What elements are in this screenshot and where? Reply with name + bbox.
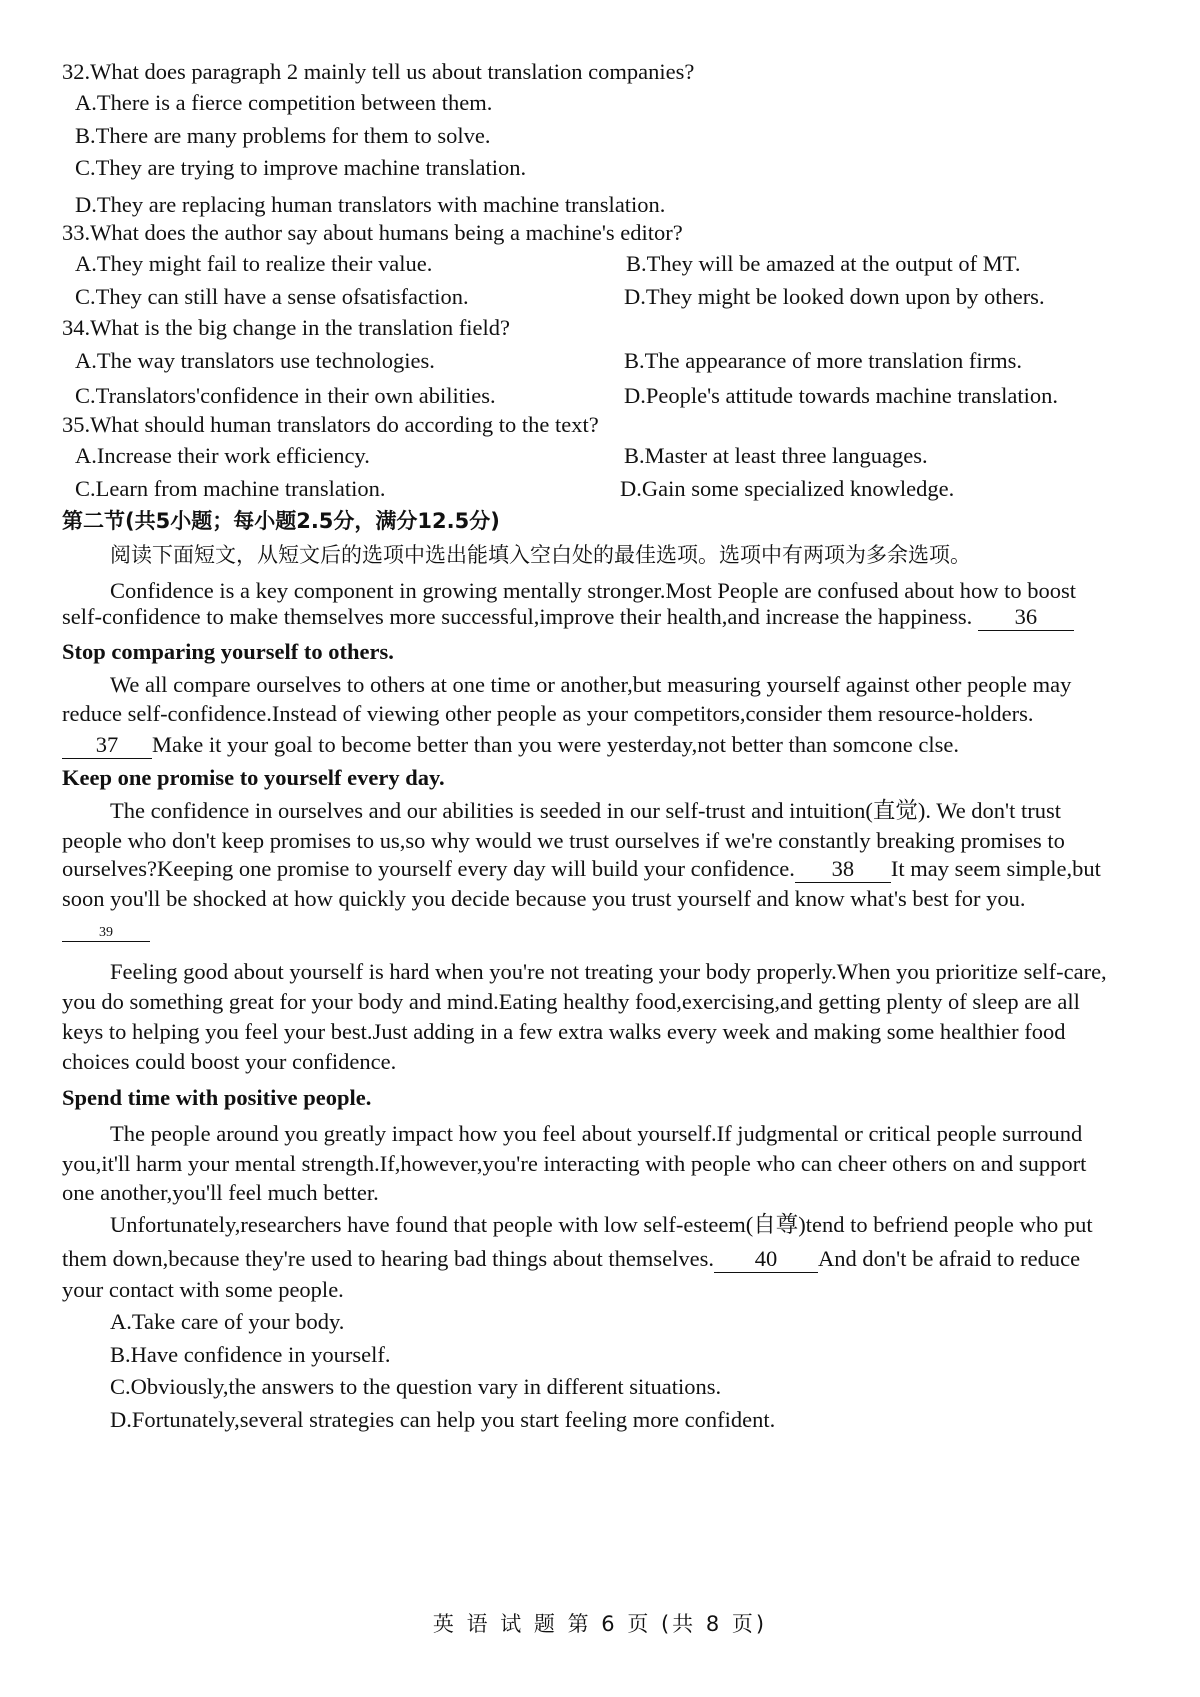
paragraph-5-line-2: you,it'll harm your mental strength.If,however,you're interacting with people who can cheer others on and support — [62, 1151, 1087, 1176]
paragraph-2-line-1: We all compare ourselves to others at one time or another,but measuring yourself against other people may — [110, 672, 1072, 697]
paragraph-4-line-2: you do something great for your body and mind.Eating healthy food,exercising,and getting plenty of sleep are all — [62, 989, 1080, 1014]
blank-36: 36 — [978, 606, 1074, 631]
section-heading: 第二节(共5小题；每小题2.5分，满分12.5分) — [62, 509, 500, 533]
question-33-stem: 33.What does the author say about humans being a machine's editor? — [62, 220, 683, 245]
question-35-stem: 35.What should human translators do according to the text? — [62, 412, 599, 437]
choice-c: C.Obviously,the answers to the question vary in different situations. — [110, 1374, 722, 1399]
paragraph-3-line-4: soon you'll be shocked at how quickly you decide because you trust yourself and know what's best for you. — [62, 886, 1026, 911]
blank-40: 40 — [714, 1248, 818, 1273]
question-32-option-c: C.They are trying to improve machine translation. — [75, 155, 527, 180]
subheading-compare: Stop comparing yourself to others. — [62, 639, 394, 664]
blank-38: 38 — [795, 858, 891, 883]
question-32-option-a: A.There is a fierce competition between them. — [75, 90, 493, 115]
paragraph-2-line-2: reduce self-confidence.Instead of viewing other people as your competitors,consider them resource-holders. — [62, 701, 1034, 726]
choice-a: A.Take care of your body. — [110, 1309, 345, 1334]
question-34-option-c: C.Translators'confidence in their own abilities. — [75, 383, 496, 408]
paragraph-3-line-2: people who don't keep promises to us,so why would we trust ourselves if we're constantly breaking promises to — [62, 828, 1065, 853]
question-34-stem: 34.What is the big change in the translation field? — [62, 315, 510, 340]
paragraph-4-line-1: Feeling good about yourself is hard when you're not treating your body properly.When you prioritize self-care, — [110, 959, 1107, 984]
question-35-option-d: D.Gain some specialized knowledge. — [620, 476, 955, 501]
question-33-option-d: D.They might be looked down upon by others. — [624, 284, 1045, 309]
section-instruction: 阅读下面短文，从短文后的选项中选出能填入空白处的最佳选项。选项中有两项为多余选项。 — [110, 543, 971, 567]
blank-39: 39 — [62, 926, 150, 942]
question-34-option-d: D.People's attitude towards machine translation. — [624, 383, 1058, 408]
paragraph-5-line-3: one another,you'll feel much better. — [62, 1180, 379, 1205]
paragraph-1-line-2: self-confidence to make themselves more successful,improve their health,and increase the happiness. 36 — [62, 606, 1074, 631]
question-35-option-a: A.Increase their work efficiency. — [75, 443, 370, 468]
subheading-positive-people: Spend time with positive people. — [62, 1085, 372, 1110]
question-32-stem: 32.What does paragraph 2 mainly tell us about translation companies? — [62, 59, 695, 84]
paragraph-6-line-1: Unfortunately,researchers have found that people with low self-esteem(自尊)tend to befriend people who put — [110, 1212, 1093, 1237]
paragraph-3-line-1: The confidence in ourselves and our abilities is seeded in our self-trust and intuition(直觉). We don't trust — [110, 798, 1061, 823]
question-32-option-b: B.There are many problems for them to solve. — [75, 123, 491, 148]
question-33-option-b: B.They will be amazed at the output of MT. — [626, 251, 1021, 276]
question-35-option-c: C.Learn from machine translation. — [75, 476, 386, 501]
question-33-option-a: A.They might fail to realize their value. — [75, 251, 433, 276]
paragraph-1-line-1: Confidence is a key component in growing mentally stronger.Most People are confused about how to boost — [110, 578, 1077, 603]
question-33-option-c: C.They can still have a sense ofsatisfaction. — [75, 284, 469, 309]
choice-b: B.Have confidence in yourself. — [110, 1342, 391, 1367]
question-32-option-d: D.They are replacing human translators with machine translation. — [75, 192, 666, 217]
question-35-option-b: B.Master at least three languages. — [624, 443, 928, 468]
paragraph-4-line-3: keys to helping you feel your best.Just adding in a few extra walks every week and making some healthier food — [62, 1019, 1066, 1044]
page-footer: 英 语 试 题 第 6 页 (共 8 页) — [432, 1612, 768, 1636]
choice-d: D.Fortunately,several strategies can help you start feeling more confident. — [110, 1407, 776, 1432]
question-34-option-b: B.The appearance of more translation firms. — [624, 348, 1022, 373]
blank-37: 37 — [62, 734, 152, 759]
paragraph-4-line-4: choices could boost your confidence. — [62, 1049, 397, 1074]
subheading-promise: Keep one promise to yourself every day. — [62, 765, 445, 790]
paragraph-3-line-3: ourselves?Keeping one promise to yourself every day will build your confidence. 38 It may seem simple,but — [62, 856, 1101, 881]
paragraph-6-line-3: your contact with some people. — [62, 1277, 344, 1302]
paragraph-2-line-3: 37 Make it your goal to become better than you were yesterday,not better than somcone clse. — [62, 734, 959, 759]
paragraph-5-line-1: The people around you greatly impact how you feel about yourself.If judgmental or critical people surround — [110, 1121, 1083, 1146]
paragraph-6-line-2: them down,because they're used to hearing bad things about themselves. 40 And don't be afraid to reduce — [62, 1246, 1081, 1271]
question-34-option-a: A.The way translators use technologies. — [75, 348, 435, 373]
